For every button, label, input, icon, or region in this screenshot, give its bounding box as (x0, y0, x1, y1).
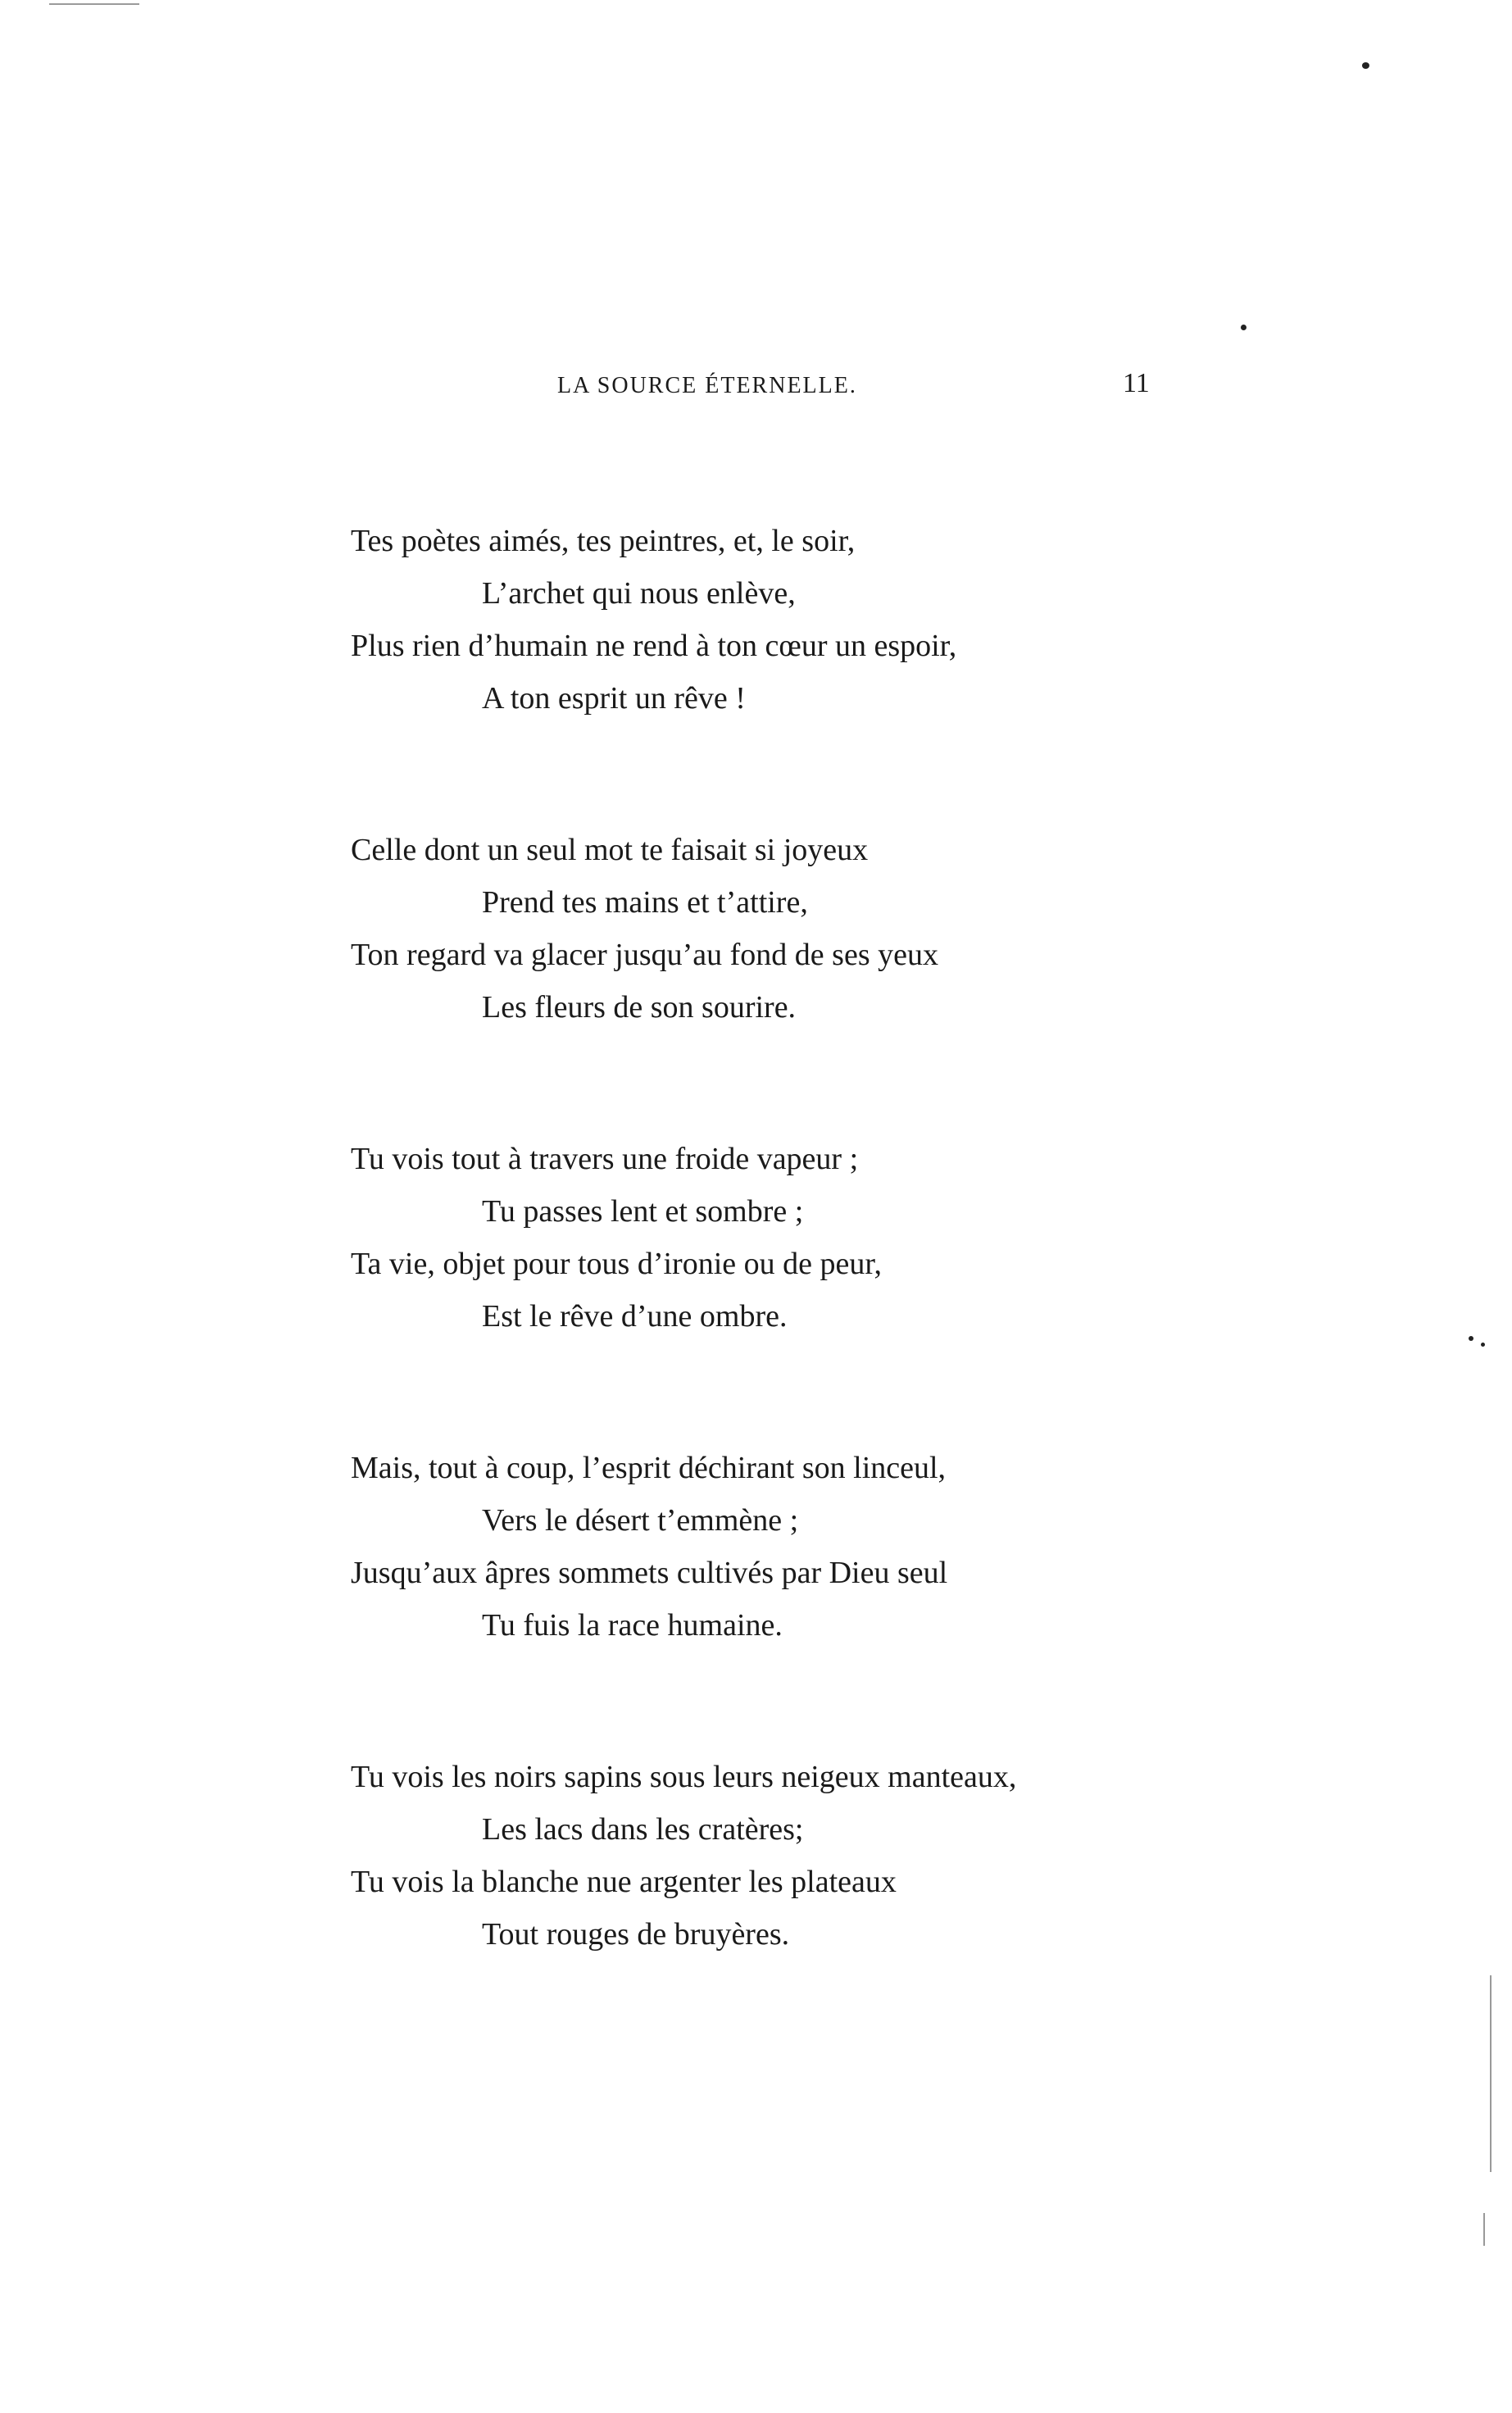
running-title: LA SOURCE ÉTERNELLE. (557, 373, 857, 398)
scan-speck (1362, 62, 1369, 69)
verse-line: Tu vois tout à travers une froide vapeur ; (351, 1142, 859, 1176)
scan-speck (1469, 1336, 1473, 1341)
verse-line: A ton esprit un rêve ! (482, 681, 746, 716)
stanza (351, 1133, 1170, 1343)
verse-line: Mais, tout à coup, l’esprit déchirant son linceul, (351, 1451, 947, 1485)
scan-speck (1241, 325, 1246, 330)
scan-edge-mark (49, 3, 139, 5)
verse-line: Jusqu’aux âpres sommets cultivés par Dieu seul (351, 1556, 948, 1590)
verse-line: Tu fuis la race humaine. (482, 1608, 783, 1643)
verse-line: Tes poètes aimés, tes peintres, et, le soir, (351, 524, 856, 558)
verse-line: Ta vie, objet pour tous d’ironie ou de peur, (351, 1247, 882, 1281)
verse-line: Vers le désert t’emmène ; (482, 1503, 799, 1538)
scan-edge-mark (1490, 1975, 1492, 2172)
verse-line: L’archet qui nous enlève, (482, 576, 796, 611)
verse-line: Plus rien d’humain ne rend à ton cœur un espoir, (351, 629, 957, 663)
verse-line: Tu vois la blanche nue argenter les plateaux (351, 1865, 897, 1899)
stanza (351, 515, 1170, 725)
running-head (0, 368, 1512, 406)
verse-line: Tout rouges de bruyères. (482, 1917, 790, 1952)
scan-edge-mark (1483, 2213, 1485, 2246)
scan-speck (1481, 1343, 1485, 1347)
verse-line: Tu passes lent et sombre ; (482, 1194, 804, 1229)
verse-line: Prend tes mains et t’attire, (482, 885, 808, 920)
verse-line: Les fleurs de son sourire. (482, 990, 797, 1025)
stanza (351, 1751, 1170, 1961)
verse-line: Les lacs dans les cratères; (482, 1812, 804, 1847)
stanza (351, 824, 1170, 1034)
page-number: 11 (1123, 368, 1150, 398)
verse-line: Celle dont un seul mot te faisait si joyeux (351, 833, 869, 867)
poem (351, 515, 1170, 2060)
verse-line: Est le rêve d’une ombre. (482, 1299, 788, 1334)
verse-line: Tu vois les noirs sapins sous leurs neigeux manteaux, (351, 1760, 1017, 1794)
verse-line: Ton regard va glacer jusqu’au fond de ses yeux (351, 938, 938, 972)
stanza (351, 1442, 1170, 1652)
